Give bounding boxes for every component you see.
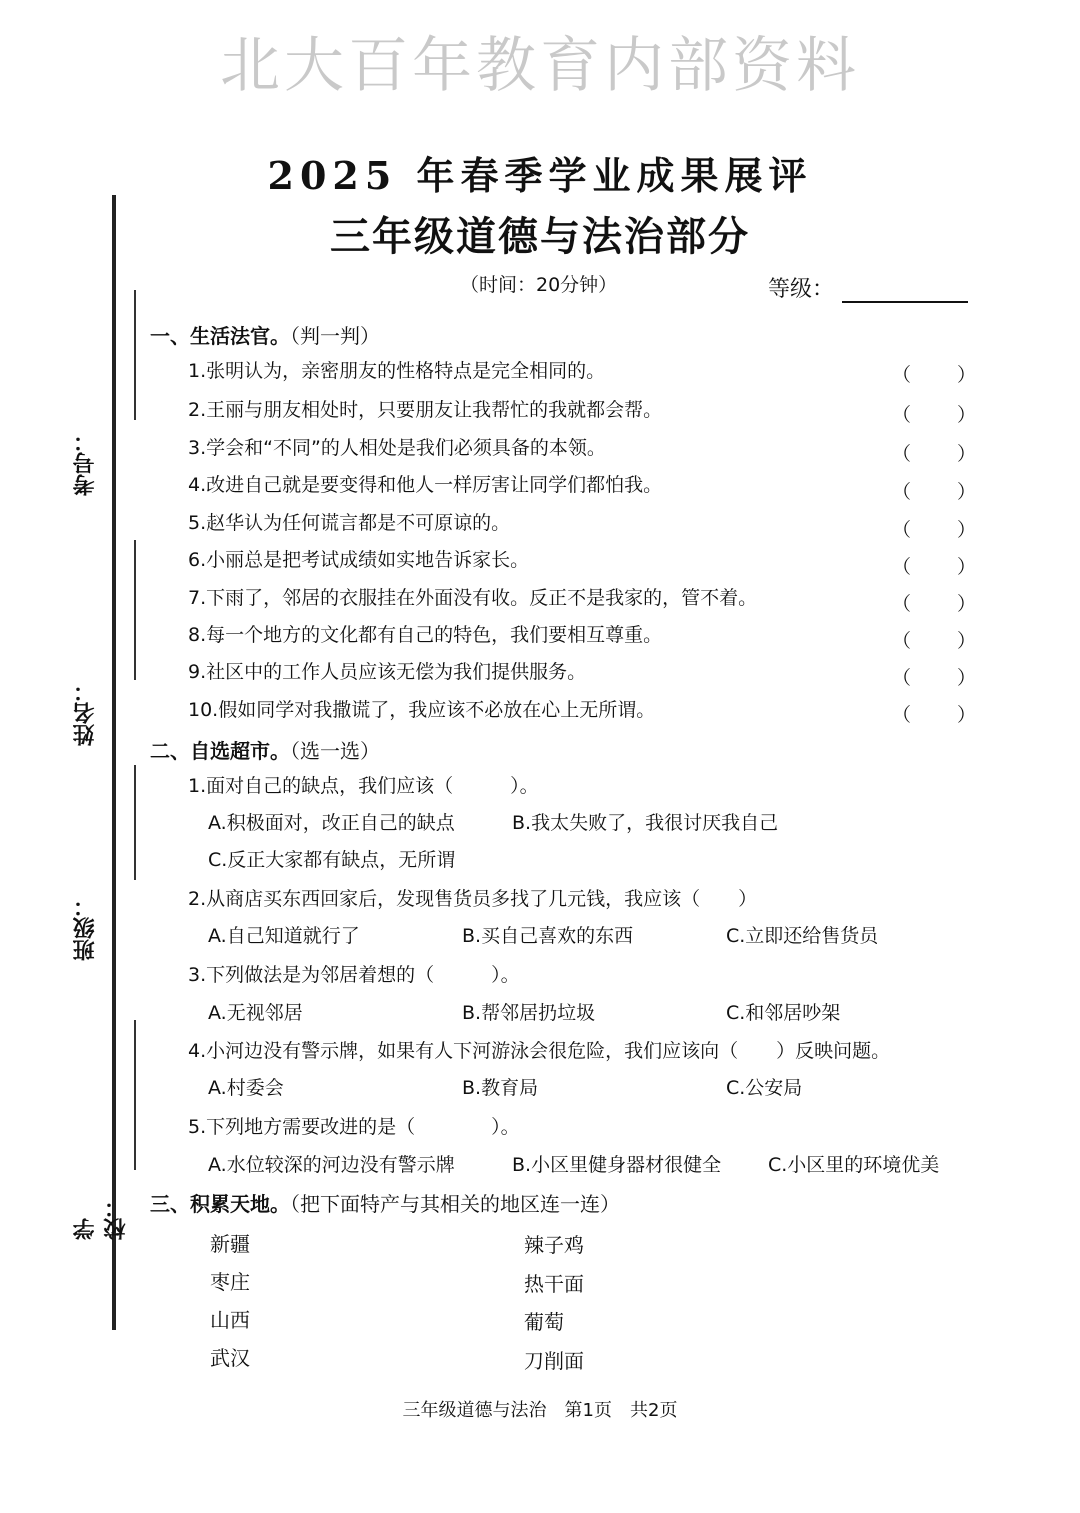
option-c[interactable]: C.公安局 <box>726 1077 803 1099</box>
grade-label: 等级： <box>768 277 835 302</box>
judge-question: 3.学会和“不同”的人相处是我们必须具备的本领。 <box>188 437 606 459</box>
class-field <box>40 765 140 985</box>
specialty-item[interactable]: 葡萄 <box>524 1310 564 1334</box>
choice-question: 3.下列做法是为邻居着想的（ ）。 <box>188 964 520 986</box>
choice-question: 1.面对自己的缺点，我们应该（ ）。 <box>188 775 539 797</box>
option-c[interactable]: C.和邻居吵架 <box>726 1002 841 1024</box>
option-b[interactable]: B.教育局 <box>462 1077 539 1099</box>
option-c[interactable]: C.反正大家都有缺点，无所谓 <box>208 849 456 871</box>
section1-heading <box>150 320 380 349</box>
judge-question: 4.改进自己就是要变得和他人一样厉害让同学们都怕我。 <box>188 474 663 496</box>
section2-note: （选一选） <box>290 739 380 763</box>
exam-subtitle: 三年级道德与法治部分 <box>330 213 750 260</box>
answer-paren[interactable]: （ ） <box>892 404 997 426</box>
section2-title: 二、自选超市。 <box>150 739 290 763</box>
option-b[interactable]: B.我太失败了，我很讨厌我自己 <box>512 812 779 834</box>
answer-paren[interactable]: （ ） <box>892 519 997 541</box>
judge-question: 10.假如同学对我撒谎了，我应该不必放在心上无所谓。 <box>188 699 656 721</box>
option-b[interactable]: B.买自己喜欢的东西 <box>462 925 634 947</box>
option-c[interactable]: C.小区里的环境优美 <box>768 1154 940 1176</box>
page-footer: 三年级道德与法治 第1页 共2页 <box>402 1400 678 1421</box>
name-label: 姓名： <box>73 680 98 746</box>
exam-no-label: 考号： <box>73 430 98 496</box>
region-item[interactable]: 武汉 <box>210 1346 250 1370</box>
name-field <box>40 540 140 760</box>
option-b[interactable]: B.小区里健身器材很健全 <box>512 1154 722 1176</box>
section1-title: 一、生活法官。 <box>150 324 290 348</box>
section1-note: （判一判） <box>290 324 380 348</box>
section2-heading <box>150 735 380 764</box>
option-a[interactable]: A.自己知道就行了 <box>208 925 360 947</box>
answer-paren[interactable]: （ ） <box>892 593 997 615</box>
judge-question: 5.赵华认为任何谎言都是不可原谅的。 <box>188 512 511 534</box>
grade-field <box>768 272 968 303</box>
grade-blank[interactable] <box>842 277 968 303</box>
option-a[interactable]: A.积极面对，改正自己的缺点 <box>208 812 455 834</box>
judge-question: 1.张明认为，亲密朋友的性格特点是完全相同的。 <box>188 360 606 382</box>
judge-question: 8.每一个地方的文化都有自己的特色，我们要相互尊重。 <box>188 624 663 646</box>
region-item[interactable]: 枣庄 <box>210 1270 250 1294</box>
option-a[interactable]: A.村委会 <box>208 1077 284 1099</box>
class-line[interactable] <box>134 765 136 880</box>
specialty-item[interactable]: 辣子鸡 <box>524 1233 584 1257</box>
specialty-item[interactable]: 刀削面 <box>524 1349 584 1373</box>
watermark: 北大百年教育内部资料 <box>220 31 860 101</box>
answer-paren[interactable]: （ ） <box>892 443 997 465</box>
school-field <box>40 1020 140 1240</box>
answer-paren[interactable]: （ ） <box>892 630 997 652</box>
region-item[interactable]: 新疆 <box>210 1232 250 1256</box>
option-a[interactable]: A.无视邻居 <box>208 1002 303 1024</box>
answer-paren[interactable]: （ ） <box>892 481 997 503</box>
judge-question: 9.社区中的工作人员应该无偿为我们提供服务。 <box>188 661 587 683</box>
region-item[interactable]: 山西 <box>210 1308 250 1332</box>
section3-note: （把下面特产与其相关的地区连一连） <box>290 1192 620 1216</box>
school-label: 学校： <box>73 1196 129 1240</box>
judge-question: 6.小丽总是把考试成绩如实地告诉家长。 <box>188 549 530 571</box>
section3-heading <box>150 1188 620 1217</box>
school-line[interactable] <box>134 1020 136 1170</box>
name-line[interactable] <box>134 540 136 680</box>
exam-no-field <box>40 290 140 510</box>
choice-question: 4.小河边没有警示牌，如果有人下河游泳会很危险，我们应该向（ ）反映问题。 <box>188 1040 891 1062</box>
answer-paren[interactable]: （ ） <box>892 704 997 726</box>
choice-question: 2.从商店买东西回家后，发现售货员多找了几元钱，我应该（ ） <box>188 888 758 910</box>
section3-title: 三、积累天地。 <box>150 1192 290 1216</box>
judge-question: 7.下雨了，邻居的衣服挂在外面没有收。反正不是我家的，管不着。 <box>188 587 758 609</box>
specialty-item[interactable]: 热干面 <box>524 1272 584 1296</box>
class-label: 班级： <box>73 895 98 961</box>
judge-question: 2.王丽与朋友相处时，只要朋友让我帮忙的我就都会帮。 <box>188 399 663 421</box>
choice-question: 5.下列地方需要改进的是（ ）。 <box>188 1116 520 1138</box>
option-c[interactable]: C.立即还给售货员 <box>726 925 879 947</box>
answer-paren[interactable]: （ ） <box>892 556 997 578</box>
answer-paren[interactable]: （ ） <box>892 364 997 386</box>
option-b[interactable]: B.帮邻居扔垃圾 <box>462 1002 596 1024</box>
exam-no-line[interactable] <box>134 290 136 420</box>
answer-paren[interactable]: （ ） <box>892 667 997 689</box>
time-limit: （时间：20分钟） <box>460 274 618 296</box>
exam-title: 2025 年春季学业成果展评 <box>267 153 813 198</box>
option-a[interactable]: A.水位较深的河边没有警示牌 <box>208 1154 455 1176</box>
